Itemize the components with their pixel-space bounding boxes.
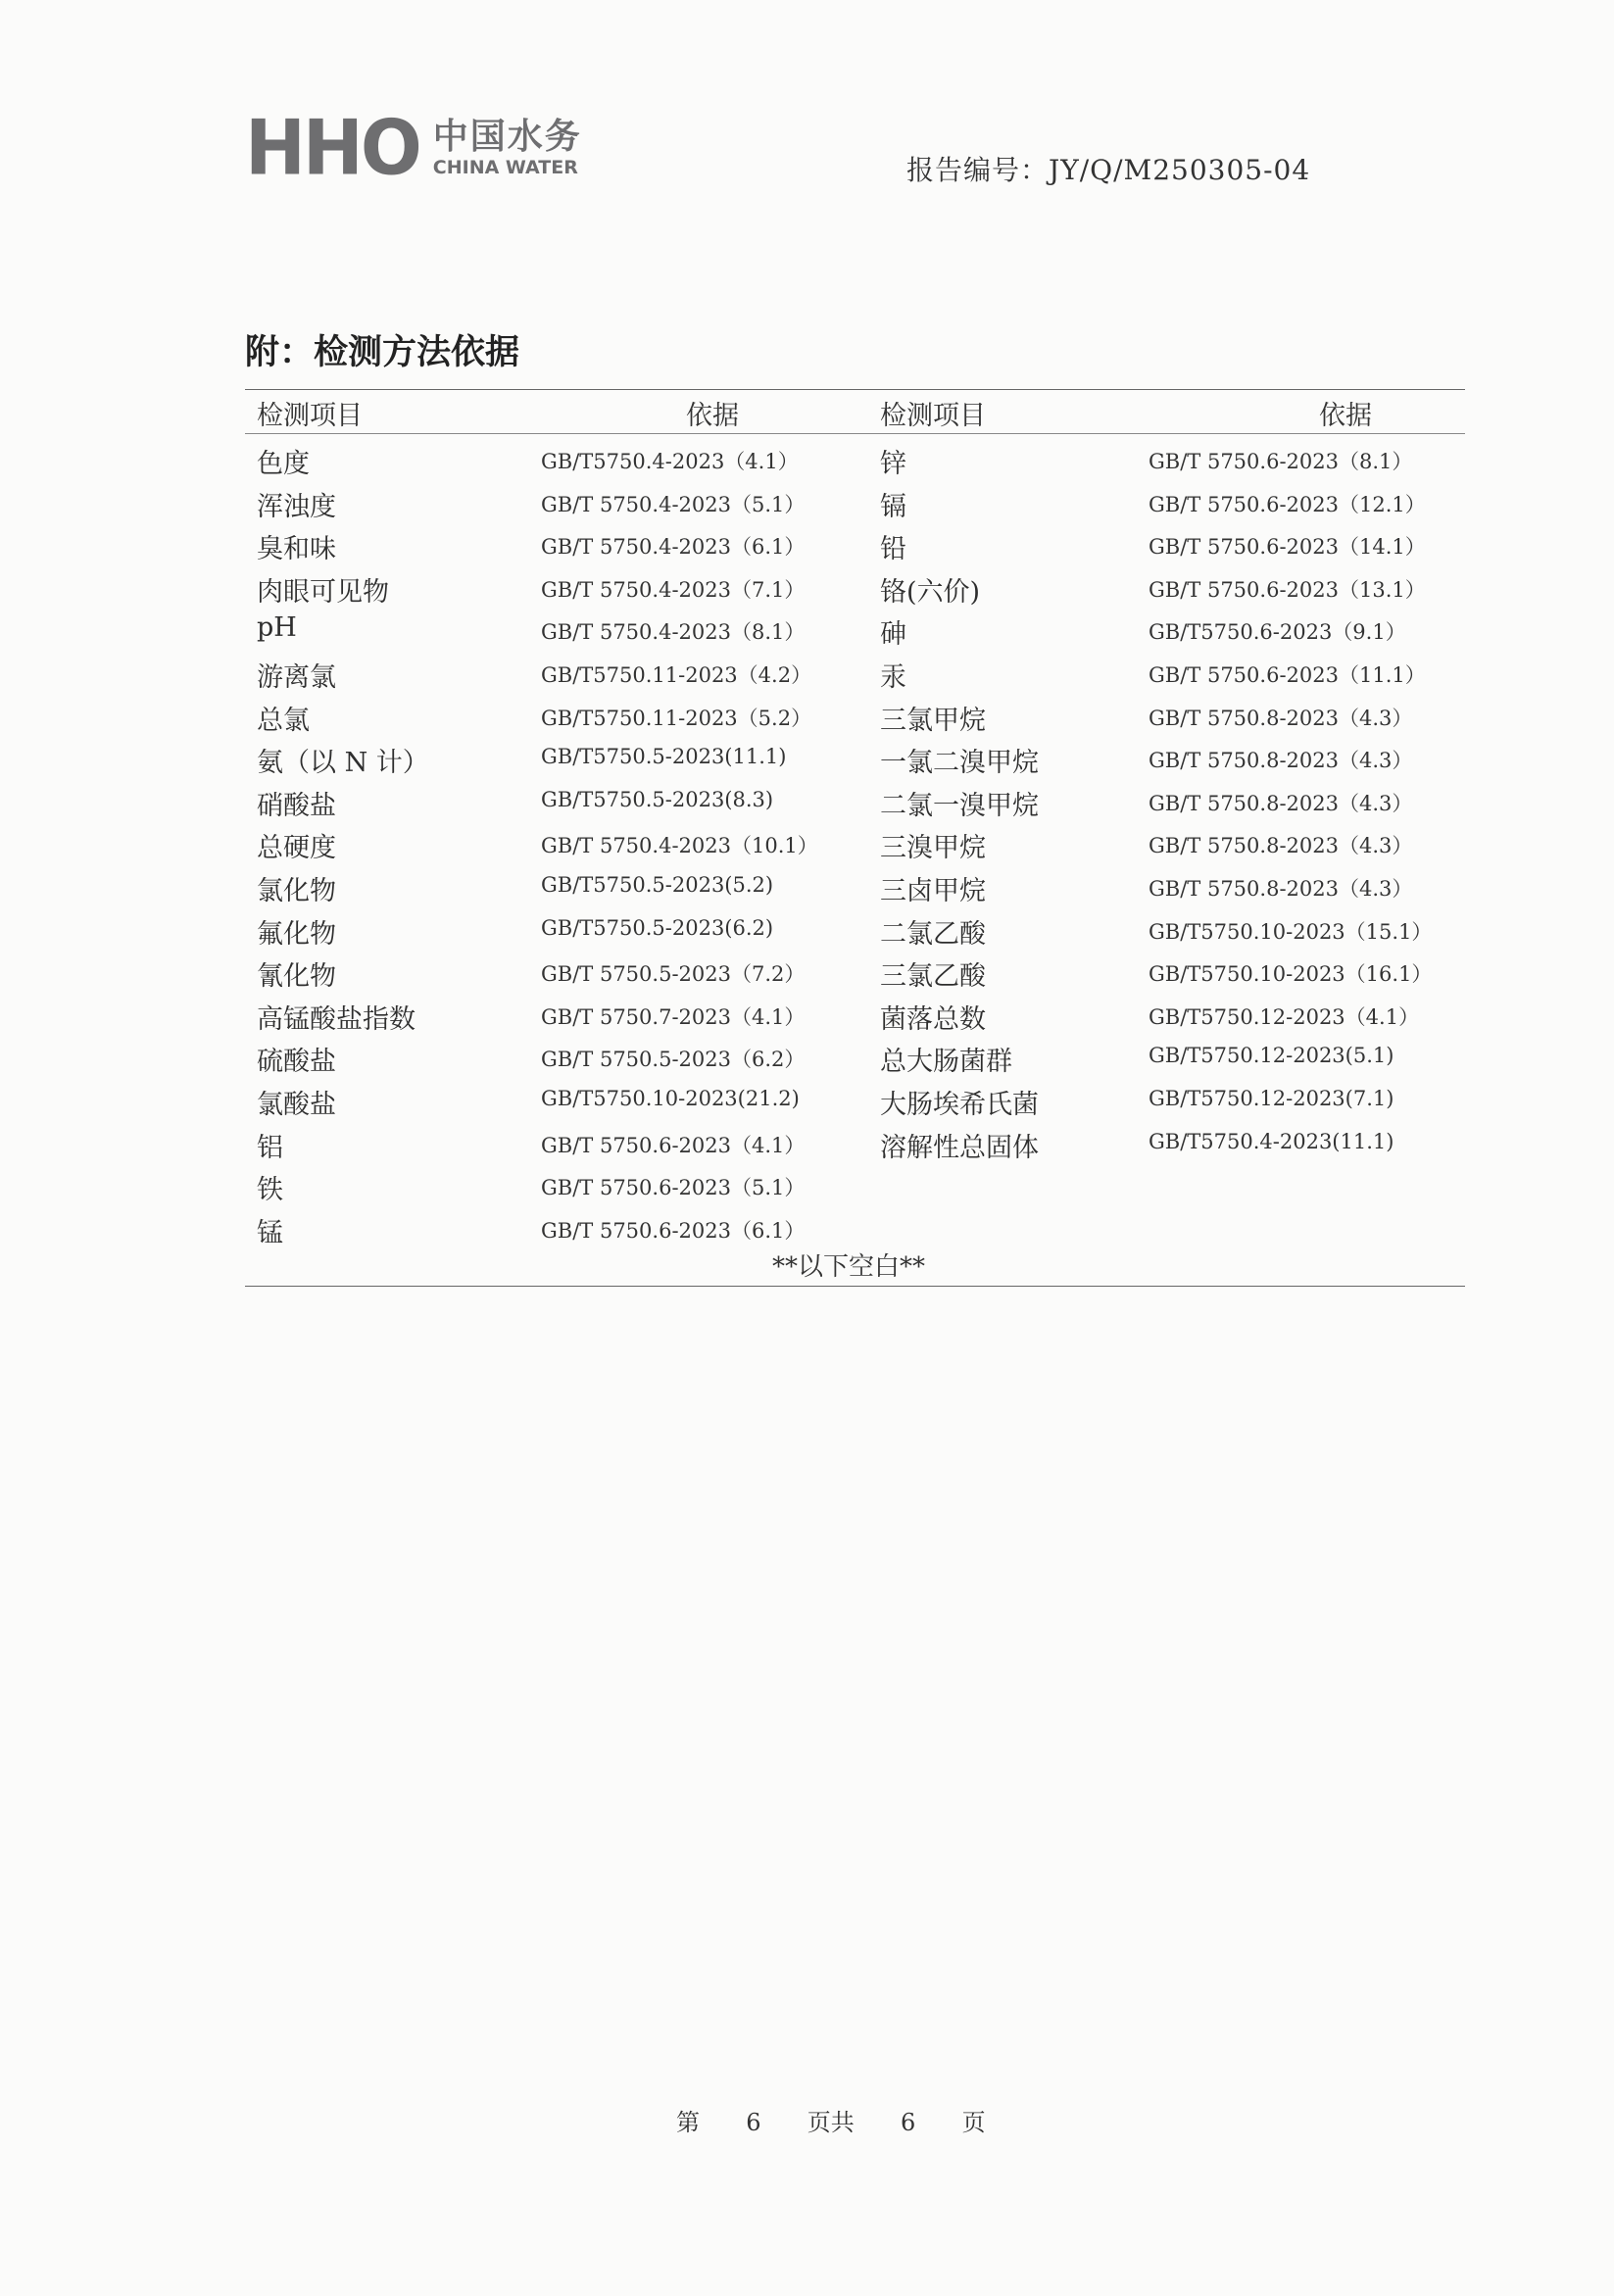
test-item: 高锰酸盐指数: [257, 1003, 416, 1035]
table-row: [0, 1164, 1614, 1207]
method-basis: GB/T 5750.8-2023（4.3）: [1149, 877, 1413, 901]
test-item: 三氯甲烷: [880, 705, 986, 736]
test-item: 氨（以 N 计）: [257, 748, 429, 779]
test-item: 肉眼可见物: [257, 576, 389, 608]
method-basis: GB/T 5750.8-2023（4.3）: [1149, 749, 1413, 773]
table-row: [0, 481, 1614, 524]
table-row: [0, 523, 1614, 566]
table-bottom-rule: [245, 1286, 1465, 1287]
method-basis: GB/T5750.12-2023(5.1): [1149, 1044, 1394, 1068]
test-item: 游离氯: [257, 662, 336, 693]
test-item: 总硬度: [257, 833, 336, 864]
test-item: 色度: [257, 449, 310, 479]
header-right-basis: 依据: [1319, 401, 1372, 431]
method-basis: GB/T 5750.4-2023（8.1）: [541, 620, 806, 645]
method-basis: GB/T 5750.6-2023（11.1）: [1149, 663, 1426, 687]
method-basis: GB/T5750.4-2023（4.1）: [541, 450, 799, 473]
method-basis: GB/T5750.5-2023(11.1): [541, 745, 787, 769]
test-item: 一氯二溴甲烷: [880, 748, 1039, 779]
table-row: [0, 865, 1614, 908]
header-left-basis: 依据: [686, 401, 739, 431]
table-top-rule: [245, 389, 1465, 390]
method-basis: GB/T 5750.6-2023（4.1）: [541, 1133, 806, 1157]
method-basis: GB/T 5750.4-2023（5.1）: [541, 492, 806, 516]
logo-text: [433, 118, 582, 178]
test-item: 铅: [880, 534, 906, 565]
method-basis: GB/T5750.12-2023(7.1): [1149, 1087, 1394, 1110]
test-item: pH: [257, 612, 297, 644]
method-basis: GB/T5750.5-2023(6.2): [541, 915, 774, 940]
method-basis: GB/T 5750.4-2023（10.1）: [541, 834, 818, 858]
table-row: [0, 1079, 1614, 1122]
table-row: [0, 1207, 1614, 1250]
table-row: [0, 695, 1614, 738]
method-basis: GB/T 5750.4-2023（7.1）: [541, 577, 806, 602]
method-basis: GB/T5750.11-2023（4.2）: [541, 663, 812, 687]
method-basis: GB/T5750.4-2023(11.1): [1149, 1129, 1394, 1153]
test-item: 二氯一溴甲烷: [880, 790, 1039, 821]
method-basis: GB/T5750.6-2023（9.1）: [1149, 620, 1406, 645]
table-row: [0, 908, 1614, 952]
test-item: 氟化物: [257, 918, 336, 950]
method-basis: GB/T 5750.7-2023（4.1）: [541, 1004, 806, 1029]
test-item: 溶解性总固体: [880, 1132, 1039, 1163]
logo: [245, 103, 582, 193]
test-item: 三卤甲烷: [880, 876, 986, 906]
test-item: 总氯: [257, 705, 310, 736]
test-item: 汞: [880, 662, 906, 693]
method-basis: GB/T 5750.6-2023（13.1）: [1149, 577, 1426, 602]
table-row: [0, 1122, 1614, 1165]
table-row: [0, 652, 1614, 695]
method-basis: GB/T5750.10-2023（16.1）: [1149, 962, 1433, 987]
method-basis: GB/T 5750.4-2023（6.1）: [541, 535, 806, 560]
method-basis: GB/T5750.11-2023（5.2）: [541, 706, 812, 730]
table-row: [0, 994, 1614, 1037]
test-item: 镉: [880, 491, 906, 522]
table-row: [0, 609, 1614, 652]
method-basis: GB/T 5750.6-2023（8.1）: [1149, 450, 1413, 473]
test-item: 三溴甲烷: [880, 833, 986, 864]
end-note: **以下空白**: [772, 1252, 926, 1282]
test-item: 氰化物: [257, 961, 336, 993]
table-row: [0, 780, 1614, 823]
method-basis: GB/T 5750.6-2023（12.1）: [1149, 492, 1426, 516]
test-item: 铝: [257, 1132, 283, 1163]
test-item: 硫酸盐: [257, 1047, 336, 1078]
table-row: [0, 737, 1614, 780]
page-footer: 第 6 页共 6 页: [676, 2109, 986, 2136]
test-item: 砷: [880, 619, 906, 651]
method-basis: GB/T 5750.6-2023（14.1）: [1149, 535, 1426, 560]
method-basis: GB/T 5750.6-2023（6.1）: [541, 1218, 806, 1243]
test-item: 铬(六价): [880, 576, 981, 608]
test-item: 氯酸盐: [257, 1090, 336, 1120]
method-basis: GB/T 5750.8-2023（4.3）: [1149, 791, 1413, 815]
method-basis: GB/T 5750.8-2023（4.3）: [1149, 834, 1413, 858]
table-row: [0, 822, 1614, 865]
test-item: 总大肠菌群: [880, 1047, 1012, 1078]
test-item: 硝酸盐: [257, 790, 336, 821]
test-item: 氯化物: [257, 876, 336, 906]
method-basis: GB/T5750.12-2023（4.1）: [1149, 1004, 1420, 1029]
method-basis: GB/T5750.10-2023(21.2): [541, 1087, 800, 1110]
table-row: [0, 1036, 1614, 1079]
table-header-rule: [245, 433, 1465, 434]
table-row: [0, 438, 1614, 481]
header-left-item: 检测项目: [257, 401, 363, 431]
header-right-item: 检测项目: [880, 401, 986, 431]
method-basis: GB/T5750.5-2023(5.2): [541, 873, 774, 897]
logo-name-en: CHINA WATER: [432, 157, 578, 178]
test-item: 铁: [257, 1175, 283, 1206]
section-title: 附：检测方法依据: [245, 333, 520, 372]
method-basis: GB/T 5750.5-2023（7.2）: [541, 962, 806, 987]
logo-mark: HHO: [245, 103, 419, 193]
method-basis: GB/T5750.10-2023（15.1）: [1149, 919, 1433, 944]
test-item: 菌落总数: [880, 1003, 986, 1035]
test-item: 浑浊度: [257, 491, 336, 522]
method-basis: GB/T 5750.5-2023（6.2）: [541, 1048, 806, 1072]
method-basis: GB/T 5750.8-2023（4.3）: [1149, 706, 1413, 730]
test-item: 二氯乙酸: [880, 918, 986, 950]
table-row: [0, 566, 1614, 610]
test-item: 锌: [880, 449, 906, 479]
report-number: 报告编号：JY/Q/M250305-04: [906, 154, 1311, 186]
test-item: 锰: [257, 1217, 283, 1248]
test-item: 大肠埃希氏菌: [880, 1090, 1039, 1120]
test-item: 三氯乙酸: [880, 961, 986, 993]
logo-name-cn: 中国水务: [432, 117, 582, 157]
table-row: [0, 951, 1614, 994]
method-basis: GB/T5750.5-2023(8.3): [541, 787, 774, 811]
test-item: 臭和味: [257, 534, 336, 565]
method-basis: GB/T 5750.6-2023（5.1）: [541, 1176, 806, 1200]
